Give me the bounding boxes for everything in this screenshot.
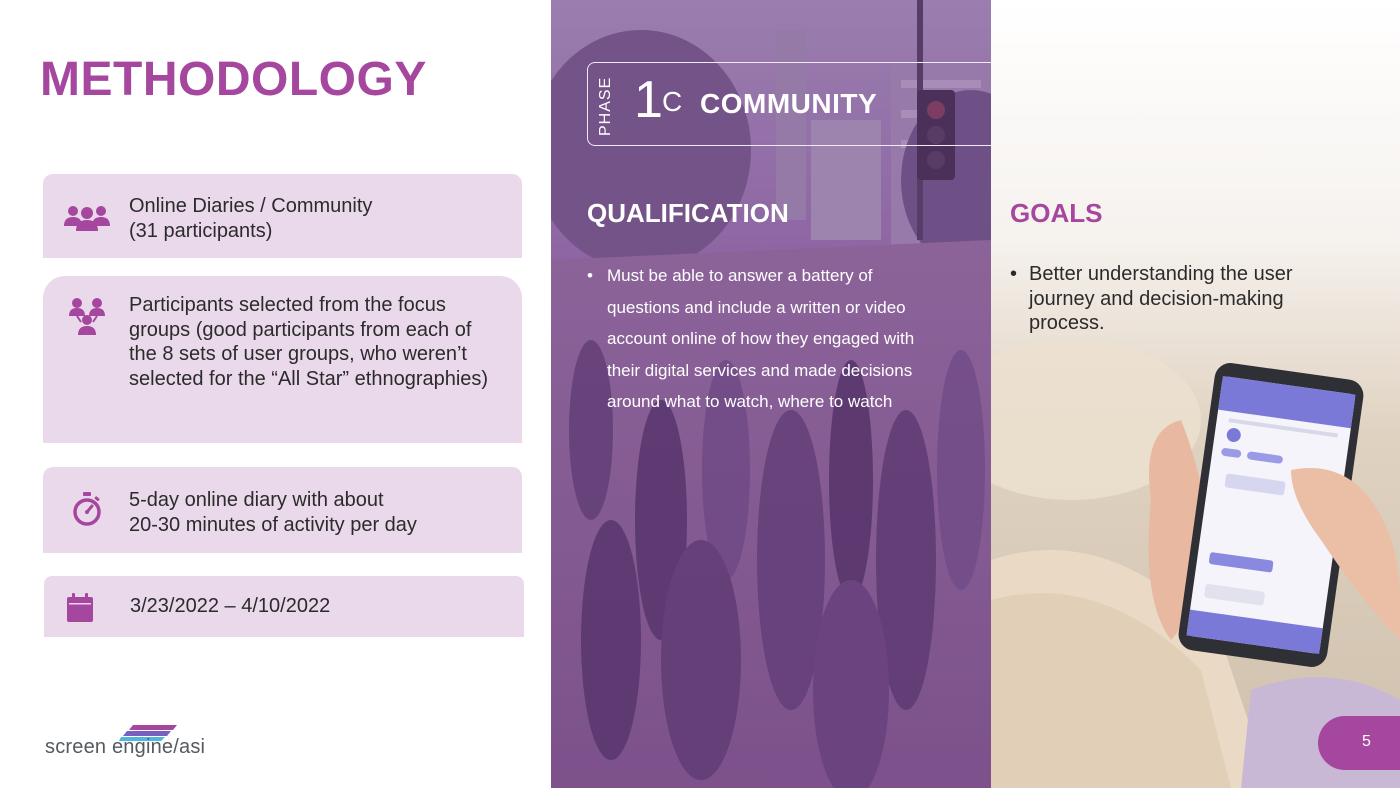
qualification-line: around what to watch, where to watch [607,392,893,411]
qualification-line: account online of how they engaged with [607,329,915,348]
card-line: 5-day online diary with about [129,489,384,511]
page-number: 5 [1362,733,1371,750]
calendar-icon [56,588,104,628]
participants-selected-icon [63,296,111,336]
phase-label: PHASE [597,76,614,136]
card-line: groups (good participants from each of [129,318,472,341]
goals-heading: GOALS [1010,198,1103,228]
phase-name: COMMUNITY [700,88,878,119]
goals-line: Better understanding the user [1029,263,1293,285]
qualification-line: their digital services and made decisions [607,360,913,380]
qualification-list [587,260,937,418]
goals-line: journey and decision-making [1029,287,1284,310]
card-line: 20-30 minutes of activity per day [129,513,417,536]
logo-text: screen engine/asi [45,736,206,758]
goals-item [1010,262,1380,336]
qualification-item [587,260,937,418]
card-line: Participants selected from the focus [129,294,446,316]
phone-photo [991,0,1400,788]
goals-list [1010,262,1380,336]
qualification-line: questions and include a written or video [607,297,906,317]
goals-line: process. [1029,312,1105,334]
card-line: (31 participants) [129,219,273,242]
phase-letter: C [662,86,683,117]
info-card-selection [43,276,522,443]
phase-number: 1 [634,71,663,129]
page-number-badge [1318,716,1400,770]
info-card-participants [43,174,522,258]
company-logo [45,724,215,764]
group-icon [63,198,111,238]
card-line: selected for the “All Star” ethnographies) [129,367,489,390]
page-title: METHODOLOGY [40,53,427,106]
info-card-duration [43,467,522,553]
card-line: 3/23/2022 – 4/10/2022 [130,595,331,617]
info-card-dates [44,576,524,637]
card-line: the 8 sets of user groups, who weren’t [129,343,467,365]
qualification-line: Must be able to answer a battery of [607,266,873,285]
stopwatch-icon [63,489,111,529]
qualification-heading: QUALIFICATION [587,198,789,228]
card-line: Online Diaries / Community [129,195,373,217]
